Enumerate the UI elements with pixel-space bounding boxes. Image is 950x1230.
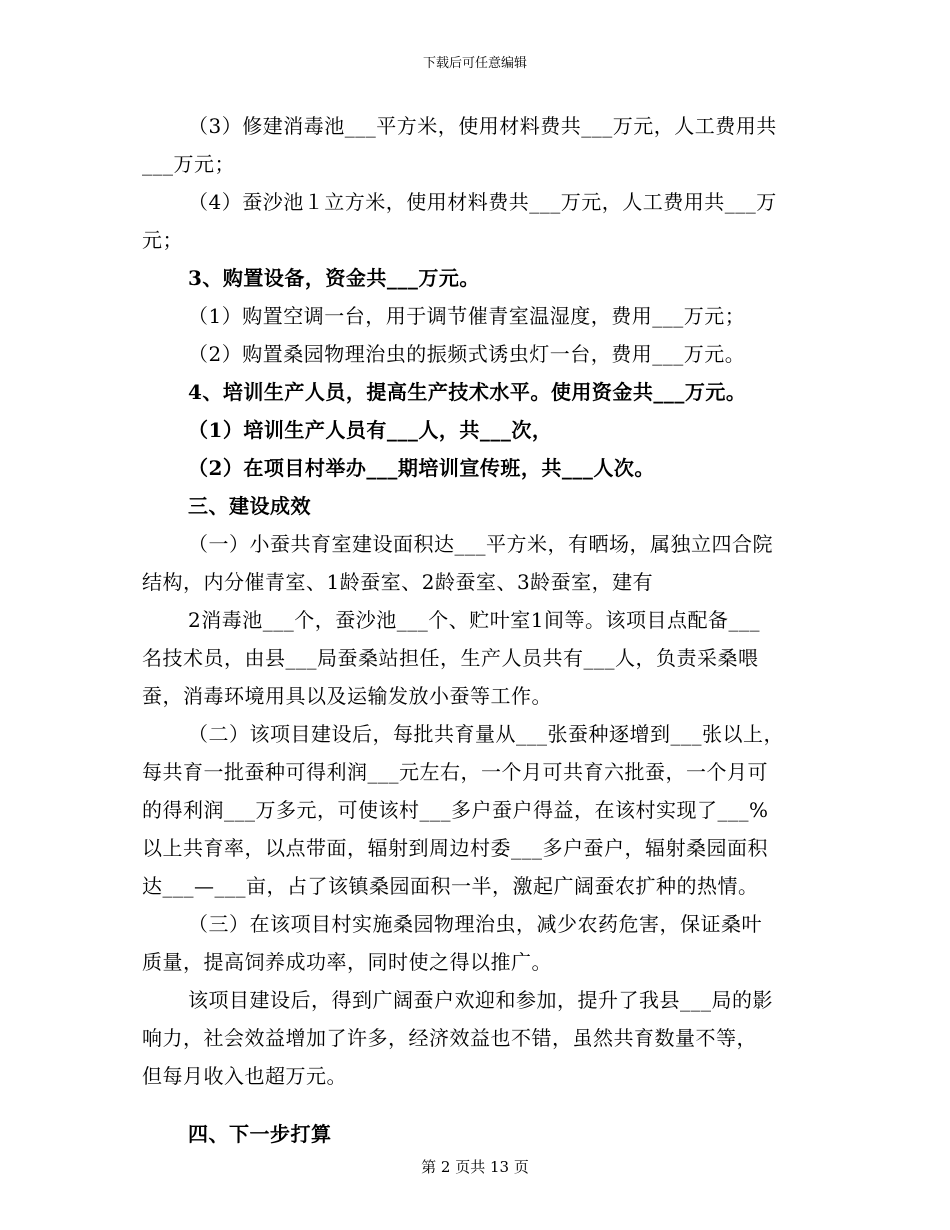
page-footer: 第 2 页共 13 页 (421, 1158, 529, 1176)
section-heading-line: 3、购置设备，资金共___万元。 (188, 266, 480, 290)
text-line: （4）蚕沙池１立方米，使用材料费共___万元，人工费用共___万 (188, 190, 777, 214)
text-line: （一）小蚕共育室建设面积达___平方米，有晒场，属独立四合院 (188, 532, 773, 556)
text-line: 响力，社会效益增加了许多，经济效益也不错，虽然共育数量不等， (142, 1026, 757, 1050)
section-heading-line: 4、培训生产人员，提高生产技术水平。使用资金共___万元。 (188, 380, 747, 404)
text-line: 达___—___亩，占了该镇桑园面积一半，激起广阔蚕农扩种的热情。 (142, 874, 759, 898)
text-line: 结构，内分催青室、1龄蚕室、2龄蚕室、3龄蚕室，建有 (142, 570, 654, 594)
text-line: 名技术员，由县___局蚕桑站担任，生产人员共有___人，负责采桑喂 (142, 646, 759, 670)
section-heading-line: （1）培训生产人员有___人，共___次， (188, 418, 553, 442)
section-heading-line: 四、下一步打算 (188, 1122, 332, 1146)
text-line: ___万元； (142, 152, 235, 176)
text-line: 的得利润___万多元，可使该村___多户蚕户得益，在该村实现了___% (142, 798, 769, 822)
text-line: 每共育一批蚕种可得利润___元左右，一个月可共育六批蚕，一个月可 (142, 760, 768, 784)
page-header: 下载后可任意编辑 (422, 56, 527, 71)
text-line: （2）购置桑园物理治虫的振频式诱虫灯一台，费用___万元。 (188, 342, 746, 366)
text-line: （二）该项目建设后，每批共育量从___张蚕种逐增到___张以上， (188, 722, 784, 746)
text-line: 元； (142, 228, 183, 252)
text-line: （三）在该项目村实施桑园物理治虫，减少农药危害，保证桑叶 (188, 912, 762, 936)
text-line: 蚕，消毒环境用具以及运输发放小蚕等工作。 (142, 684, 552, 708)
text-line: （1）购置空调一台，用于调节催青室温湿度，费用___万元； (188, 304, 746, 328)
section-heading-line: 三、建设成效 (188, 494, 311, 518)
text-line: 2消毒池___个，蚕沙池___个、贮叶室1间等。该项目点配备___ (188, 608, 760, 632)
text-line: 但每月收入也超万元。 (142, 1064, 347, 1088)
text-line: （3）修建消毒池___平方米，使用材料费共___万元，人工费用共 (188, 114, 777, 138)
text-line: 以上共育率，以点带面，辐射到周边村委___多户蚕户，辐射桑园面积 (142, 836, 768, 860)
text-line: 该项目建设后，得到广阔蚕户欢迎和参加，提升了我县___局的影 (188, 988, 773, 1012)
section-heading-line: （2）在项目村举办___期培训宣传班，共___人次。 (188, 456, 655, 480)
text-line: 质量，提高饲养成功率，同时使之得以推广。 (142, 950, 552, 974)
